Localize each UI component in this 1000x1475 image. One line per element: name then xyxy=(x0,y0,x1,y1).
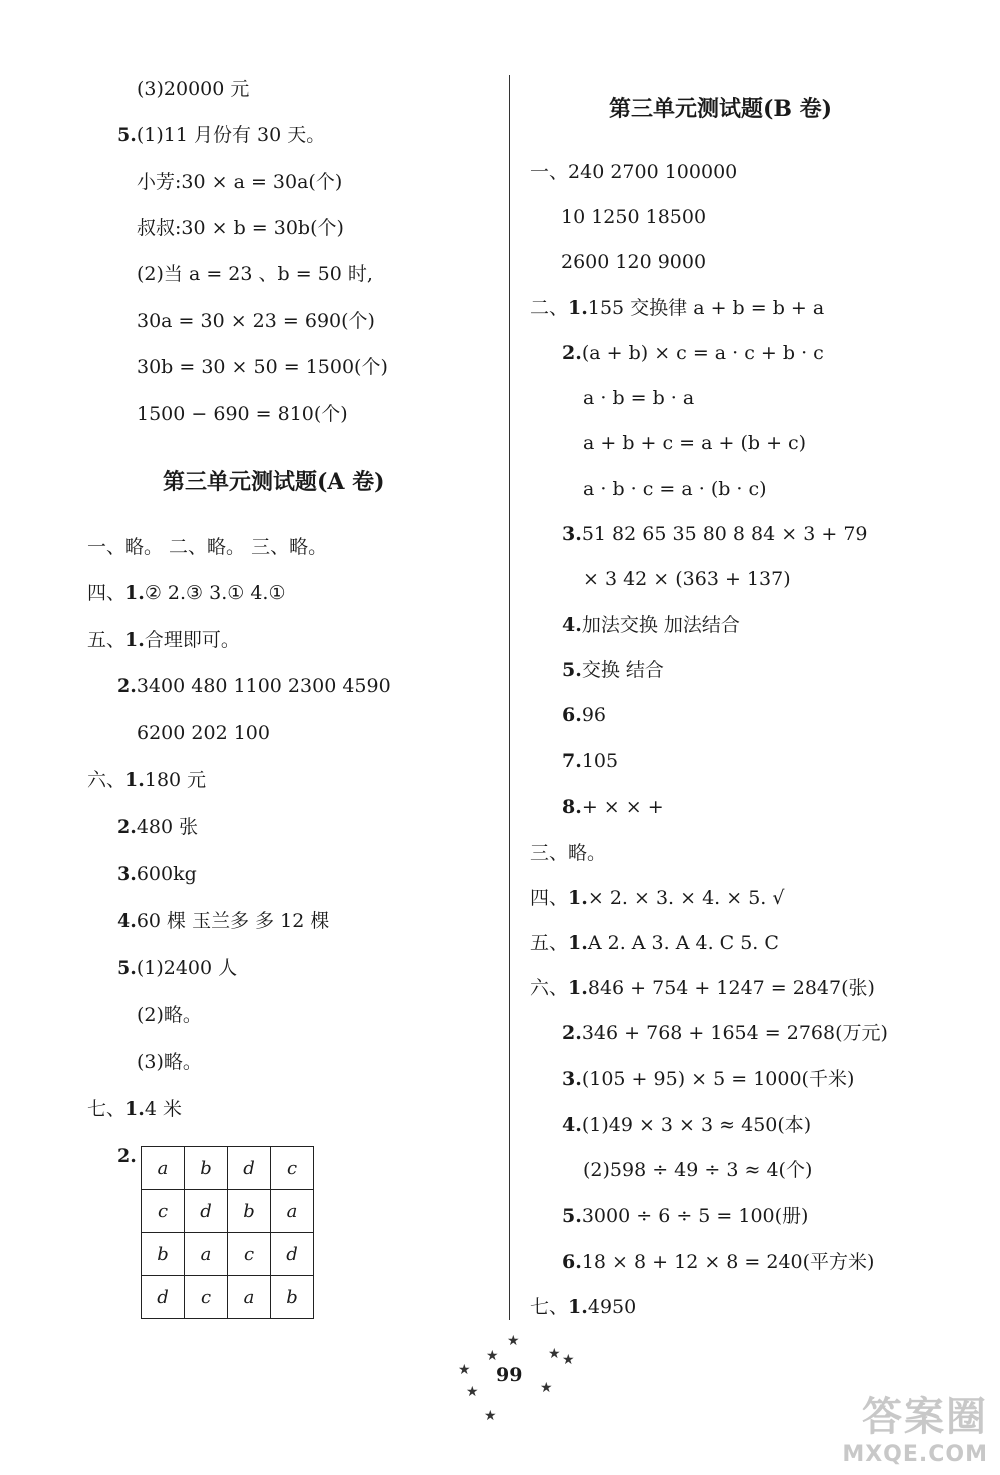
line-number: 1. xyxy=(125,769,145,791)
line-text: 60 棵 玉兰多 多 12 棵 xyxy=(136,910,330,932)
line-number: 2. xyxy=(117,816,137,838)
line-text: 180 元 xyxy=(144,769,207,791)
line-text: 1500 − 690 = 810(个) xyxy=(137,403,348,425)
answer-line xyxy=(561,205,706,229)
line-text: (a + b) × c = a · c + b · c xyxy=(581,342,824,364)
answer-line xyxy=(530,296,824,320)
answer-line xyxy=(562,1250,874,1274)
line-text: 10 1250 18500 xyxy=(561,206,707,228)
line-text: 846 + 754 + 1247 = 2847(张) xyxy=(587,977,875,999)
answer-line xyxy=(87,1097,182,1121)
answer-line xyxy=(562,1067,854,1091)
answer-line xyxy=(561,250,706,274)
line-text: ② 2.③ 3.① 4.① xyxy=(144,582,286,604)
line-text: 240 2700 100000 xyxy=(568,161,738,183)
answer-line xyxy=(562,749,618,773)
line-text: (1)11 月份有 30 天。 xyxy=(136,124,326,146)
answer-line xyxy=(117,956,237,980)
grid-cell: a xyxy=(142,1147,185,1190)
answer-line xyxy=(583,567,791,591)
line-number: 2. xyxy=(562,342,582,364)
line-text: 18 × 8 + 12 × 8 = 240(平方米) xyxy=(581,1251,875,1273)
line-text: 480 张 xyxy=(136,816,199,838)
line-text: 加法交换 加法结合 xyxy=(581,614,740,636)
answer-line xyxy=(583,386,694,410)
line-text: 346 + 768 + 1654 = 2768(万元) xyxy=(581,1022,888,1044)
answer-line xyxy=(530,976,875,1000)
line-text: 105 xyxy=(581,750,619,772)
answer-line xyxy=(530,886,784,910)
line-number: 2. xyxy=(117,1145,137,1167)
answer-grid xyxy=(141,1146,314,1319)
answer-line xyxy=(562,1204,808,1228)
line-number: 4. xyxy=(562,1114,582,1136)
line-number: 1. xyxy=(125,1098,145,1120)
grid-row xyxy=(142,1190,314,1233)
line-text: 3400 480 1100 2300 4590 xyxy=(136,675,391,697)
line-text: a · b = b · a xyxy=(583,387,695,409)
answer-line xyxy=(87,581,286,605)
answer-line xyxy=(530,931,779,955)
line-text: (1)2400 人 xyxy=(136,957,238,979)
grid-row xyxy=(142,1147,314,1190)
answer-line xyxy=(583,477,767,501)
line-number: 3. xyxy=(562,523,582,545)
line-prefix: 四、 xyxy=(87,582,126,604)
grid-cell: c xyxy=(271,1147,314,1190)
answer-line xyxy=(583,431,806,455)
line-text: 一、略。 二、略。 三、略。 xyxy=(87,536,328,558)
star-decoration: ★ xyxy=(562,1352,575,1368)
line-text: 96 xyxy=(581,704,607,726)
line-number: 7. xyxy=(562,750,582,772)
answer-line xyxy=(137,1003,202,1027)
line-text: a · b · c = a · (b · c) xyxy=(583,478,767,500)
line-prefix: 七、 xyxy=(530,1296,569,1318)
answer-line xyxy=(562,341,824,365)
star-decoration: ★ xyxy=(548,1346,561,1362)
line-number: 5. xyxy=(562,659,582,681)
answer-line xyxy=(117,674,391,698)
line-number: 4. xyxy=(117,910,137,932)
answer-line xyxy=(530,1295,636,1319)
test-title-a: 第三单元测试题(A 卷) xyxy=(163,469,385,495)
line-number: 5. xyxy=(562,1205,582,1227)
star-decoration: ★ xyxy=(484,1408,497,1424)
answer-line xyxy=(87,768,206,792)
watermark xyxy=(842,1385,988,1467)
line-text: 略。 xyxy=(568,842,607,864)
star-decoration: ★ xyxy=(486,1348,499,1364)
line-number: 6. xyxy=(562,704,582,726)
answer-line xyxy=(530,841,606,865)
answer-line xyxy=(562,1021,888,1045)
line-text: 4 米 xyxy=(144,1098,182,1120)
line-text: 叔叔:30 × b = 30b(个) xyxy=(137,217,344,239)
answer-line xyxy=(117,909,329,933)
answer-line xyxy=(137,216,344,240)
line-text: × 2. × 3. × 4. × 5. √ xyxy=(587,887,785,909)
line-number: 1. xyxy=(125,582,145,604)
line-text: × 3 42 × (363 + 137) xyxy=(583,568,791,590)
star-decoration: ★ xyxy=(540,1380,553,1396)
line-text: (2)当 a = 23 、b = 50 时, xyxy=(137,263,373,285)
line-text: 600kg xyxy=(136,863,197,885)
line-text: 51 82 65 35 80 8 84 × 3 + 79 xyxy=(581,523,868,545)
line-number: 1. xyxy=(568,977,588,999)
grid-row xyxy=(142,1276,314,1319)
test-title-b: 第三单元测试题(B 卷) xyxy=(609,96,833,122)
line-text: 交换 结合 xyxy=(581,659,664,681)
line-text: (1)49 × 3 × 3 ≈ 450(本) xyxy=(581,1114,812,1136)
answer-line xyxy=(117,1144,137,1168)
star-decoration: ★ xyxy=(507,1333,520,1349)
watermark-url: MXQE.COM xyxy=(842,1442,988,1467)
line-number: 4. xyxy=(562,614,582,636)
line-text: 3000 ÷ 6 ÷ 5 = 100(册) xyxy=(581,1205,809,1227)
answer-line xyxy=(117,123,325,147)
grid-cell: d xyxy=(142,1276,185,1319)
line-number: 1. xyxy=(568,297,588,319)
grid-cell: c xyxy=(228,1233,271,1276)
line-prefix: 一、 xyxy=(530,161,569,183)
grid-cell: d xyxy=(271,1233,314,1276)
line-text: 6200 202 100 xyxy=(137,722,270,744)
answer-line xyxy=(562,1113,811,1137)
answer-line xyxy=(583,1158,812,1182)
grid-cell: d xyxy=(185,1190,228,1233)
star-decoration: ★ xyxy=(458,1362,471,1378)
answer-line xyxy=(562,522,868,546)
line-text: A 2. A 3. A 4. C 5. C xyxy=(587,932,779,954)
line-number: 5. xyxy=(117,124,137,146)
line-prefix: 四、 xyxy=(530,887,569,909)
grid-cell: b xyxy=(142,1233,185,1276)
grid-row xyxy=(142,1233,314,1276)
column-divider xyxy=(509,75,510,1320)
line-number: 8. xyxy=(562,796,582,818)
answer-line xyxy=(87,535,327,559)
line-text: 合理即可。 xyxy=(144,629,240,651)
grid-cell: c xyxy=(142,1190,185,1233)
grid-cell: b xyxy=(271,1276,314,1319)
line-text: (2)略。 xyxy=(137,1004,202,1026)
line-prefix: 五、 xyxy=(87,629,126,651)
page-number: 99 xyxy=(496,1364,523,1386)
line-prefix: 二、 xyxy=(530,297,569,319)
line-text: (3)20000 元 xyxy=(137,78,250,100)
line-text: (2)598 ÷ 49 ÷ 3 ≈ 4(个) xyxy=(583,1159,813,1181)
line-number: 1. xyxy=(125,629,145,651)
watermark-text: 答案圈 xyxy=(862,1394,988,1440)
line-number: 1. xyxy=(568,1296,588,1318)
answer-line xyxy=(137,170,342,194)
line-text: a + b + c = a + (b + c) xyxy=(583,432,807,454)
grid-cell: c xyxy=(185,1276,228,1319)
answer-line xyxy=(137,355,388,379)
line-text: 30b = 30 × 50 = 1500(个) xyxy=(137,356,388,378)
grid-cell: d xyxy=(228,1147,271,1190)
answer-line xyxy=(137,309,375,333)
line-text: (105 + 95) × 5 = 1000(千米) xyxy=(581,1068,855,1090)
line-number: 6. xyxy=(562,1251,582,1273)
answer-line xyxy=(562,613,740,637)
line-prefix: 五、 xyxy=(530,932,569,954)
line-number: 2. xyxy=(562,1022,582,1044)
grid-cell: b xyxy=(228,1190,271,1233)
line-number: 5. xyxy=(117,957,137,979)
answer-line xyxy=(137,77,249,101)
grid-cell: b xyxy=(185,1147,228,1190)
star-decoration: ★ xyxy=(466,1384,479,1400)
grid-cell: a xyxy=(185,1233,228,1276)
answer-line xyxy=(137,1050,202,1074)
line-text: 155 交换律 a + b = b + a xyxy=(587,297,825,319)
line-number: 1. xyxy=(568,932,588,954)
answer-line xyxy=(137,402,348,426)
grid-cell: a xyxy=(271,1190,314,1233)
line-text: + × × + xyxy=(581,796,664,818)
line-text: 30a = 30 × 23 = 690(个) xyxy=(137,310,375,332)
line-prefix: 七、 xyxy=(87,1098,126,1120)
line-number: 2. xyxy=(117,675,137,697)
line-prefix: 三、 xyxy=(530,842,569,864)
answer-line xyxy=(562,703,606,727)
line-text: 4950 xyxy=(587,1296,637,1318)
line-number: 3. xyxy=(562,1068,582,1090)
line-prefix: 六、 xyxy=(87,769,126,791)
line-text: 小芳:30 × a = 30a(个) xyxy=(137,171,343,193)
answer-line xyxy=(137,721,270,745)
answer-line xyxy=(117,815,198,839)
answer-line xyxy=(530,160,737,184)
answer-line xyxy=(562,795,664,819)
answer-line xyxy=(117,862,197,886)
line-prefix: 六、 xyxy=(530,977,569,999)
grid-cell: a xyxy=(228,1276,271,1319)
answer-line xyxy=(562,658,664,682)
line-number: 1. xyxy=(568,887,588,909)
answer-line xyxy=(87,628,240,652)
line-number: 3. xyxy=(117,863,137,885)
line-text: (3)略。 xyxy=(137,1051,202,1073)
line-text: 2600 120 9000 xyxy=(561,251,707,273)
answer-line xyxy=(137,262,373,286)
